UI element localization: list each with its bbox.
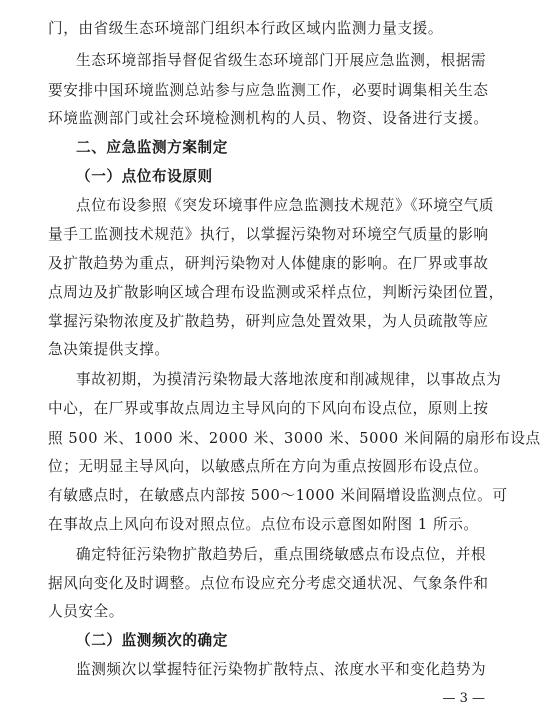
paragraph-line: 位；无明显主导风向，以敏感点所在方向为重点按圆形布设点位。 [48, 458, 489, 476]
paragraph-line: 量手工监测技术规范》执行，以掌握污染物对环境空气质量的影响 [48, 226, 489, 244]
paragraph-line: 人员安全。 [48, 603, 124, 621]
paragraph-line: 事故初期，为摸清污染物最大落地浓度和削减规律，以事故点为 [76, 371, 502, 389]
paragraph-line: 点位布设参照《突发环境事件应急监测技术规范》《环境空气质 [76, 196, 495, 214]
paragraph-line: 及扩散趋势为重点，研判污染物对人体健康的影响。在厂界或事故 [48, 255, 489, 272]
page-number: — 3 — [442, 691, 485, 706]
paragraph-line: 生态环境部指导督促省级生态环境部门开展应急监测，根据需 [76, 52, 487, 70]
paragraph-line: 掌握污染物浓度及扩散趋势，研判应急处置效果，为人员疏散等应 [48, 312, 489, 330]
paragraph-line: 中心，在厂界或事故点周边主导风向的下风向布设点位，原则上按 [48, 399, 489, 417]
paragraph-line: 在事故点上风向布设对照点位。点位布设示意图如附图 1 所示。 [48, 516, 479, 534]
subsection-heading: （二）监测频次的确定 [76, 632, 228, 650]
subsection-heading: （一）点位布设原则 [76, 167, 213, 185]
paragraph-line: 照 500 米、1000 米、2000 米、3000 米、5000 米间隔的扇形布设点 [48, 429, 541, 447]
section-heading: 二、应急监测方案制定 [76, 138, 228, 156]
paragraph-line: 门，由省级生态环境部门组织本行政区域内监测力量支援。 [48, 20, 444, 37]
paragraph-line: 点周边及扩散影响区域合理布设监测或采样点位，判断污染团位置， [48, 283, 504, 301]
paragraph-line: 环境监测部门或社会环境检测机构的人员、物资、设备进行支援。 [48, 110, 489, 127]
paragraph-line: 要安排中国环境监测总站参与应急监测工作，必要时调集相关生态 [48, 82, 489, 100]
paragraph-line: 有敏感点时，在敏感点内部按 500～1000 米间隔增设监测点位。可 [48, 487, 508, 505]
paragraph-line: 急决策提供支撑。 [48, 340, 170, 358]
paragraph-line: 据风向变化及时调整。点位布设应充分考虑交通状况、气象条件和 [48, 574, 489, 592]
paragraph-line: 确定特征污染物扩散趋势后，重点围绕敏感点布设点位，并根 [76, 545, 487, 563]
paragraph-line: 监测频次以掌握特征污染物扩散特点、浓度水平和变化趋势为 [76, 661, 487, 678]
